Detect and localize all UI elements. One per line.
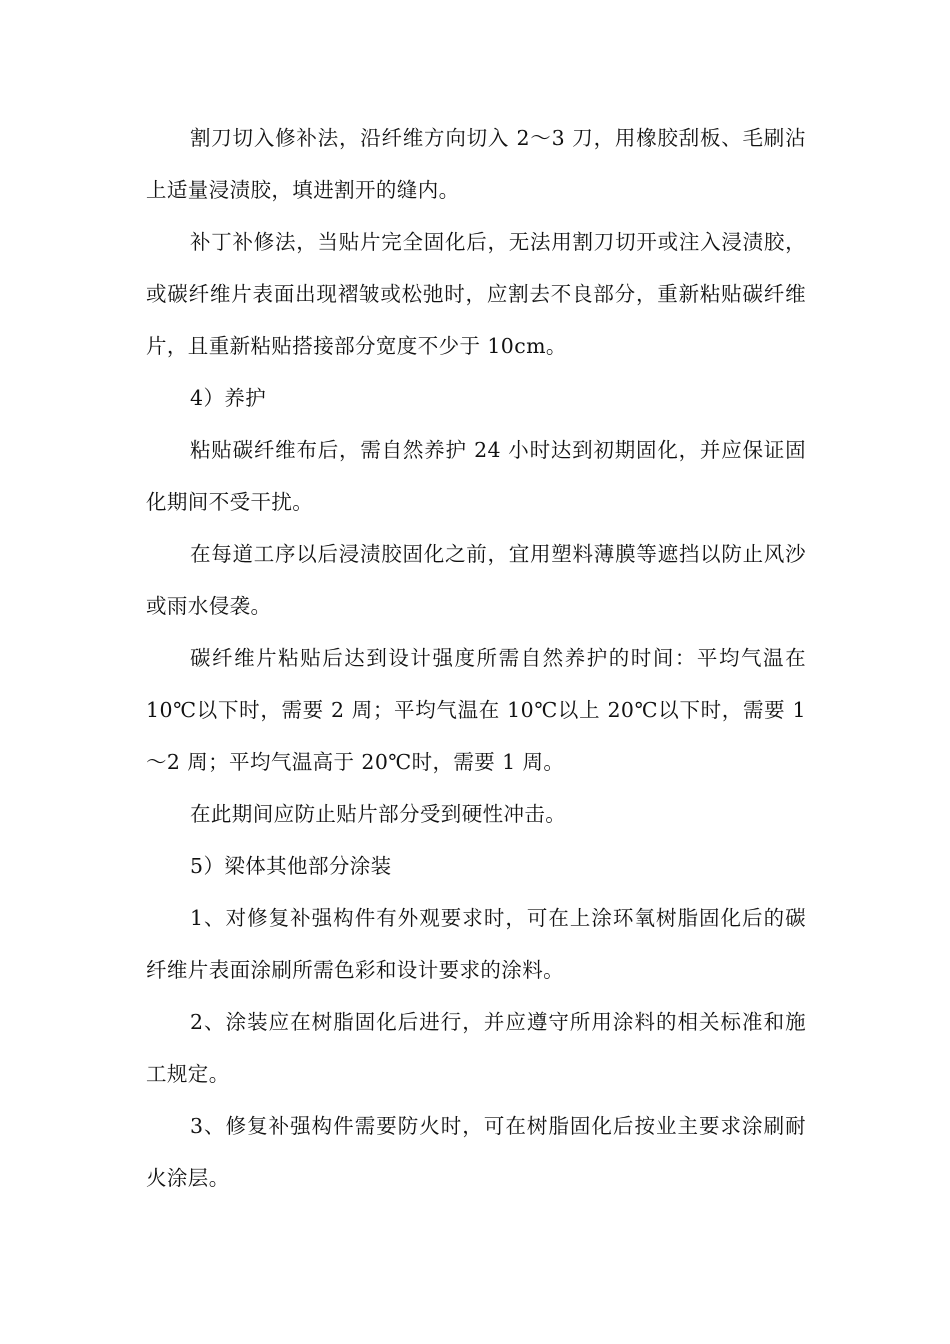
paragraph-curing-time: 碳纤维片粘贴后达到设计强度所需自然养护的时间：平均气温在 10℃以下时，需要 2 周；平均气温在 10℃以上 20℃以下时，需要 1～2 周；平均气温高于 20℃时，需要 1 周。	[146, 646, 806, 774]
document-body	[146, 112, 806, 1204]
paragraph-avoid-impact: 在此期间应防止贴片部分受到硬性冲击。	[190, 802, 567, 826]
paragraph-patch-repair: 补丁补修法，当贴片完全固化后，无法用割刀切开或注入浸渍胶，或碳纤维片表面出现褶皱或松弛时，应割去不良部分，重新粘贴碳纤维片，且重新粘贴搭接部分宽度不少于 10cm。	[146, 230, 806, 358]
paragraph-coating-1: 1、对修复补强构件有外观要求时，可在上涂环氧树脂固化后的碳纤维片表面涂刷所需色彩和设计要求的涂料。	[146, 906, 806, 982]
section-heading-coating: 5）梁体其他部分涂装	[190, 854, 392, 878]
section-heading-curing: 4）养护	[190, 386, 267, 410]
paragraph-coating-2: 2、涂装应在树脂固化后进行，并应遵守所用涂料的相关标准和施工规定。	[146, 1010, 806, 1086]
paragraph-coating-3: 3、修复补强构件需要防火时，可在树脂固化后按业主要求涂刷耐火涂层。	[146, 1114, 806, 1190]
paragraph-curing-24h: 粘贴碳纤维布后，需自然养护 24 小时达到初期固化，并应保证固化期间不受干扰。	[146, 438, 806, 514]
paragraph-cut-repair: 割刀切入修补法，沿纤维方向切入 2～3 刀，用橡胶刮板、毛刷沾上适量浸渍胶，填进割开的缝内。	[146, 126, 806, 202]
paragraph-film-cover: 在每道工序以后浸渍胶固化之前，宜用塑料薄膜等遮挡以防止风沙或雨水侵袭。	[146, 542, 806, 618]
